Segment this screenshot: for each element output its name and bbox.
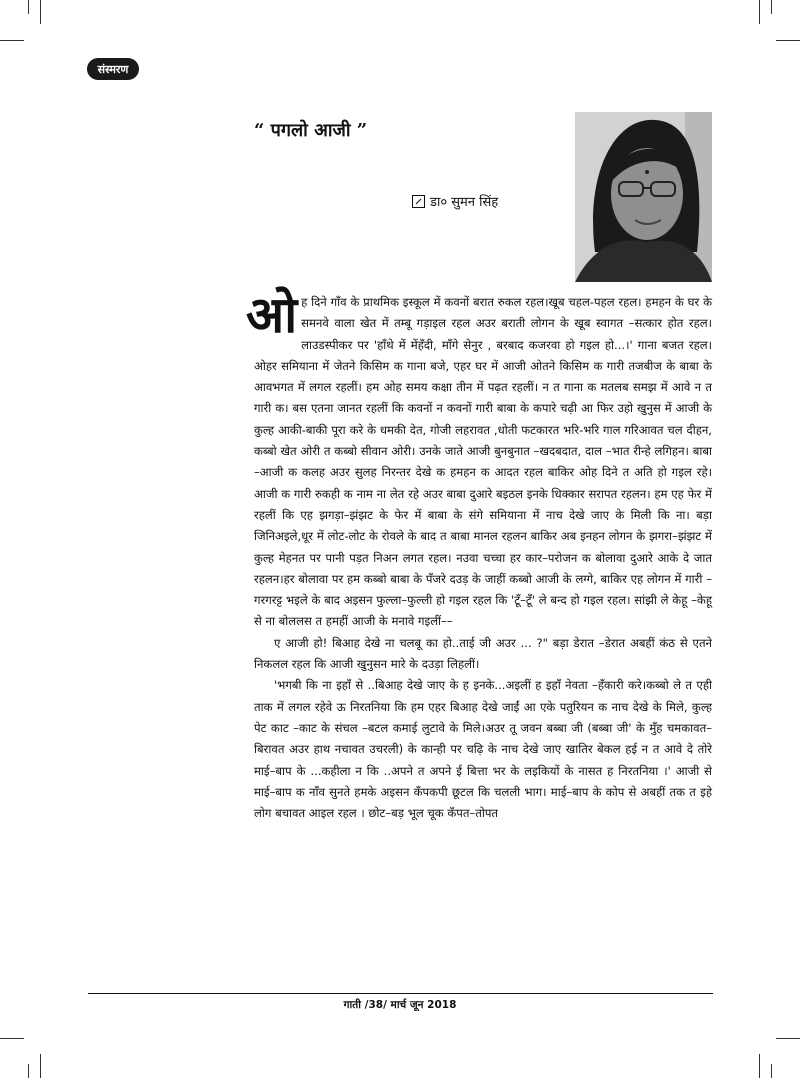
footer-rule <box>88 993 713 994</box>
crop-mark <box>771 0 772 14</box>
author-portrait-image <box>575 112 712 282</box>
paragraph: ए आजी हो! बिआह देखे ना चलबू का हो..ताई जी अउर ... ?" बड़ा डेरात –डेरात अबहीं कंठ से एतने निकलल रहल कि आजी खुनुसन मारे के दउड़ा लिहलीं। <box>254 635 712 672</box>
crop-mark <box>0 40 24 41</box>
crop-mark <box>28 1064 29 1078</box>
crop-mark <box>759 1054 760 1078</box>
article-title: “ पगलो आजी ” <box>254 120 368 141</box>
crop-mark <box>0 1038 24 1039</box>
page-footer: गाती /38/ मार्च जून 2018 <box>343 999 457 1011</box>
crop-mark <box>776 40 800 41</box>
paragraph: ह दिने गाँव के प्राथमिक इस्कूल में कवनों बरात रुकल रहल।खूब चहल-पहल रहल। हमहन के घर के समनवे वाला खेत में तम्बू गड़ाइल रहल अउर बराती लोगन के खूब स्वागत –सत्कार होत रहल। लाउडस्पीकर पर 'हाँथे में मेंहँदी, माँगे सेनुर , बरबाद कजरवा हो गइल हो...।' गाना बजत रहल। ओहर समियाना में जेतने किसिम क गाना बजे, एहर घर में आजी ओतने किसिम क गारी तजबीज के बाबा के आवभगत में लगल रहलीं। हम ओह समय कक्षा तीन में पढ़त रहलीं। न त गाना क मतलब समझ में आवे न त गारी क। बस एतना जानत रहलीं कि कवनों न कवनों गारी बाबा के कपारे चढ़ी आ फिर उहो खुनुस में आजी के कुल्ह आकी-बाकी पूरा करे के धमकी देत, गोजी लहरावत ,धोती फटकारत भरि-भरि गाल गरिआवत चल दीहन, कब्बो खेत ओरी त कब्बो सीवान ओरी। उनके जाते आजी बुनबुनात –खदबदात, दाल –भात रीन्हे लगिहन। बाबा –आजी क कलह अउर सुलह निरन्तर देखे क हमहन क आदत रहल बाकिर ओह दिने त अति हो गइल रहे। आजी क गारी रुकही क नाम ना लेत रहे अउर बाबा दुआरे बइठल इनके धिक्कार सरापत रहलन। हम एह फेर में रहलीं कि एह झगड़ा–झंझट के फेर में बाबा के संगे समियाना में नाच देखे जाए के मिली कि ना। बड़ा जिनिअइले,धूर में लोट-लोट के रोवले के बाद त बाबा मानल रहलन बाकिर अब इनहन लोगन के झगरा–झंझट में कुल्ह मेहनत पर पानी पड़त निअन लगत रहल। नउवा चच्चा हर कार–परोजन क बोलावा दुआरे आके दे जात रहलन।हर बोलावा पर हम कब्बो बाबा के पँजरे दउड़ के जाहीं कब्बो आजी के लग्गे, बाकिर एह लोगन में गारी –गरगरट्ट भइले के बाद अइसन फुल्ला–फुल्ली हो गइल रहल कि 'टूँ–टूँ' ले बन्द हो गइल रहल। सांझी ले केहू –केहू से ना बोललस त हमहीं आजी के मनावे गइलीं–– <box>254 295 712 629</box>
crop-mark <box>28 0 29 14</box>
author-photo <box>575 112 712 282</box>
crop-mark <box>40 0 41 24</box>
article-body <box>246 285 712 824</box>
section-badge: संस्मरण <box>87 58 139 80</box>
pen-icon <box>412 195 425 208</box>
crop-mark <box>776 1038 800 1039</box>
author-byline <box>412 192 498 210</box>
paragraph: 'भगबी कि ना इहाँ से ..बिआह देखे जाए के ह इनके...अइलीं ह इहाँ नेवता –हँकारी करे।कब्बो ले त एही ताक में लगल रहेवे ऊ निरतनिया कि हम एहर बिआह देखे जाईं आ एके पतुरियन क नाच देखे के मिले, कुल्ह पेट काट –काट के संचल –बटल कमाई लुटावे के मिले।अउर तू जवन बब्बा जी (बब्बा जी' के मुँह चमकावत–बिरावत अउर हाथ नचावत उचरली) के कान्ही पर चढ़ि के नाच देखे जाए खातिर बेकल हई न त आवे दे तोरे माई–बाप के ...कहीला न कि ..अपने त अपने ई बित्ता भर के लइकियों के नासत ह निरतनिया ।' आजी से माई–बाप क नाँव सुनते हमके अइसन कॅंपकपी छूटल कि चलली भाग। माई–बाप के कोप से अबहीं तक त इहे लोग बचावत आइल रहल । छोट–बड़ भूल चूक कॅंपत–तोपत <box>254 678 712 821</box>
crop-mark <box>759 0 760 24</box>
crop-mark <box>771 1064 772 1078</box>
author-name: डा० सुमन सिंह <box>430 195 499 210</box>
crop-mark <box>40 1054 41 1078</box>
drop-cap: ओ <box>246 285 298 344</box>
